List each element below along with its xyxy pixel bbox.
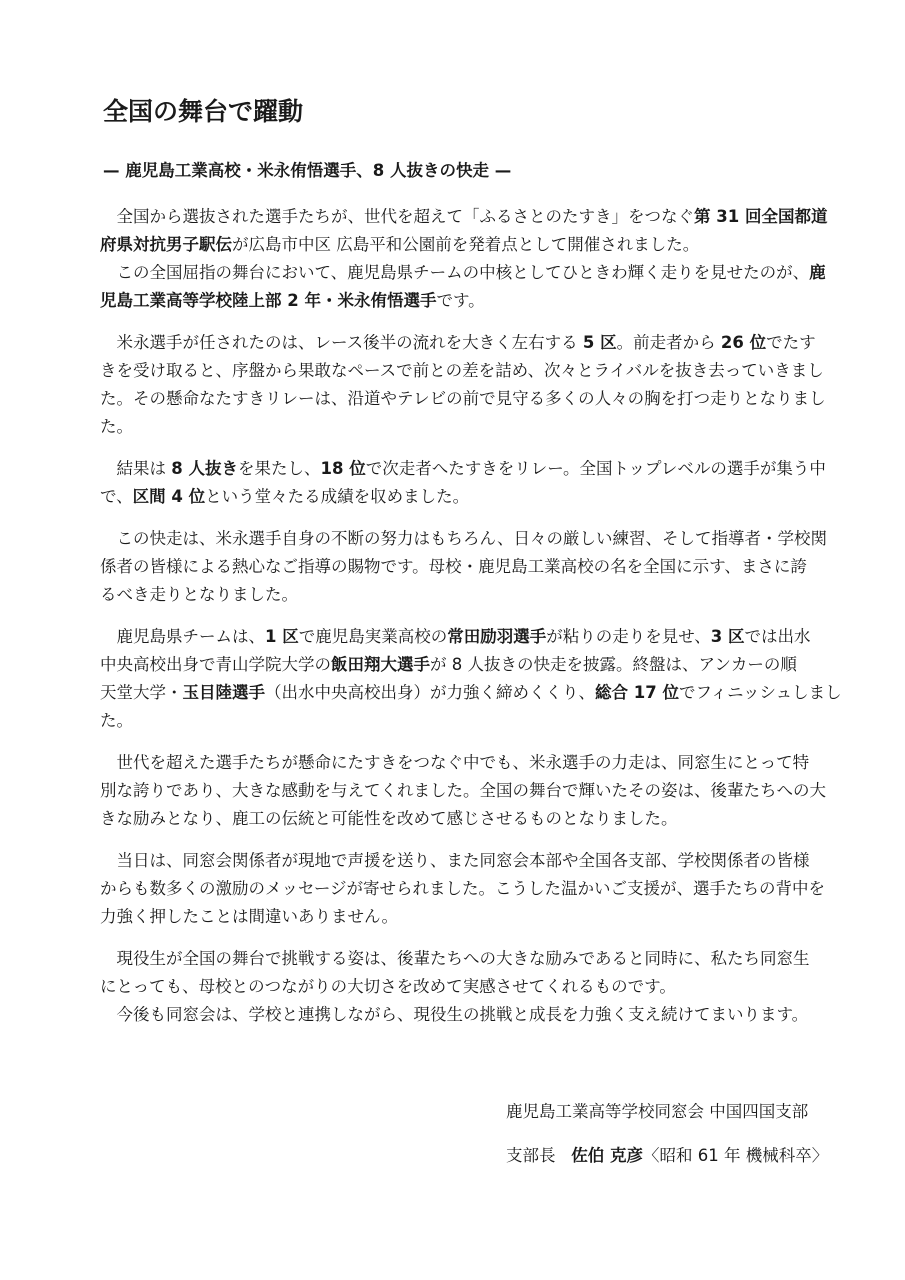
text-run: を果たし、 <box>237 459 321 478</box>
signature-role: 支部長 <box>506 1146 556 1165</box>
bold-text: 5 区 <box>582 333 617 352</box>
text-run: この全国屈指の舞台において、鹿児島県チームの中核としてひときわ輝く走りを見せたのが、 <box>100 263 810 282</box>
bold-text: 3 区 <box>710 627 745 646</box>
bold-text: 玉目陸選手 <box>182 683 265 702</box>
text-line <box>100 805 845 833</box>
text-line <box>100 581 845 609</box>
bold-text: 18 位 <box>320 459 366 478</box>
paragraph <box>100 329 845 441</box>
signature-organization: 鹿児島工業高等学校同窓会 中国四国支部 <box>506 1102 809 1121</box>
text-line <box>100 945 845 973</box>
paragraph <box>100 945 845 1029</box>
text-run: この快走は、米永選手自身の不断の努力はもちろん、日々の厳しい練習、そして指導者・学校関 <box>100 529 827 548</box>
paragraph-gap <box>100 315 845 329</box>
text-line <box>100 483 845 511</box>
article-body <box>100 203 845 1029</box>
paragraph <box>100 749 845 833</box>
text-line <box>100 413 845 441</box>
text-run: 天堂大学・ <box>100 683 183 702</box>
text-run: た。 <box>100 417 133 436</box>
text-line <box>100 553 845 581</box>
text-run: 世代を超えた選手たちが懸命にたすきをつなぐ中でも、米永選手の力走は、同窓生にとって特 <box>100 753 810 772</box>
text-run: が 8 人抜きの快走を披露。終盤は、アンカーの順 <box>430 655 797 674</box>
text-run: （出水中央高校出身）が力強く締めくくり、 <box>265 683 595 702</box>
text-run: 別な誇りであり、大きな感動を与えてくれました。全国の舞台で輝いたその姿は、後輩たちへの大 <box>100 781 826 800</box>
paragraph <box>100 203 845 315</box>
text-run: が広島市中区 広島平和公園前を発着点として開催されました。 <box>232 235 700 254</box>
text-line <box>100 749 845 777</box>
text-line <box>100 707 845 735</box>
text-line <box>100 259 845 287</box>
text-line <box>100 777 845 805</box>
bold-text: 常田励羽選手 <box>447 627 547 646</box>
text-line <box>100 679 845 707</box>
text-run: 今後も同窓会は、学校と連携しながら、現役生の挑戦と成長を力強く支え続けてまいります。 <box>100 1005 809 1024</box>
text-run: 結果は <box>100 459 172 478</box>
text-line <box>100 847 845 875</box>
paragraph-gap <box>100 833 845 847</box>
bold-text: 児島工業高等学校陸上部 2 年・米永侑悟選手 <box>100 291 437 310</box>
signature-author <box>506 1142 828 1166</box>
paragraph <box>100 623 845 735</box>
text-run: で鹿児島実業高校の <box>298 627 448 646</box>
text-run: では出水 <box>744 627 811 646</box>
text-run: でフィニッシュしまし <box>678 683 842 702</box>
text-run: で次走者へたすきをリレー。全国トップレベルの選手が集う中 <box>365 459 826 478</box>
text-run: きな励みとなり、鹿工の伝統と可能性を改めて感じさせるものとなりました。 <box>100 809 678 828</box>
bold-text: 8 人抜き <box>171 459 238 478</box>
text-run: 力強く押したことは間違いありません。 <box>100 907 398 926</box>
bold-text: 総合 17 位 <box>595 683 679 702</box>
text-line <box>100 875 845 903</box>
text-run: でたす <box>766 333 816 352</box>
text-run: 中央高校出身で青山学院大学の <box>100 655 331 674</box>
text-line <box>100 651 845 679</box>
text-line <box>100 203 845 231</box>
bold-text: 第 31 回全国都道 <box>694 207 828 226</box>
paragraph-gap <box>100 931 845 945</box>
text-run: 。前走者から <box>616 333 721 352</box>
bold-text: 鹿 <box>809 263 826 282</box>
bold-text: 区間 4 位 <box>132 487 206 506</box>
text-run: た。その懸命なたすきリレーは、沿道やテレビの前で見守る多くの人々の胸を打つ走りとなりまし <box>100 389 826 408</box>
paragraph-gap <box>100 511 845 525</box>
text-run: 当日は、同窓会関係者が現地で声援を送り、また同窓会本部や全国各支部、学校関係者の皆様 <box>100 851 810 870</box>
text-line <box>100 287 845 315</box>
bold-text: 26 位 <box>720 333 767 352</box>
text-run: にとっても、母校とのつながりの大切さを改めて実感させてくれるものです。 <box>100 977 676 996</box>
text-run: 鹿児島県チームは、 <box>100 627 265 646</box>
bold-text: 1 区 <box>265 627 299 646</box>
page-title: 全国の舞台で躍動 <box>103 97 304 126</box>
text-line <box>100 903 845 931</box>
text-run: という堂々たる成績を収めました。 <box>205 487 470 506</box>
text-run: です。 <box>436 291 485 310</box>
text-run: 係者の皆様による熱心なご指導の賜物です。母校・鹿児島工業高校の名を全国に示す、まさに誇 <box>100 557 807 576</box>
text-run: が粘りの走りを見せ、 <box>546 627 711 646</box>
paragraph-gap <box>100 735 845 749</box>
text-run: るべき走りとなりました。 <box>100 585 298 604</box>
signature-note: 〈昭和 61 年 機械科卒〉 <box>643 1146 829 1165</box>
text-line <box>100 385 845 413</box>
page-subtitle: — 鹿児島工業高校・米永侑悟選手、8 人抜きの快走 — <box>103 161 512 180</box>
text-run: からも数多くの激励のメッセージが寄せられました。こうした温かいご支援が、選手たちの背中を <box>100 879 826 898</box>
text-line <box>100 357 845 385</box>
signature-name: 佐伯 克彦 <box>571 1146 643 1165</box>
paragraph-gap <box>100 441 845 455</box>
text-line <box>100 973 845 1001</box>
text-run: 米永選手が任されたのは、レース後半の流れを大きく左右する <box>100 333 583 352</box>
bold-text: 飯田翔大選手 <box>331 655 430 674</box>
text-run: 現役生が全国の舞台で挑戦する姿は、後輩たちへの大きな励みであると同時に、私たち同窓生 <box>100 949 810 968</box>
paragraph <box>100 525 845 609</box>
text-line <box>100 231 845 259</box>
paragraph <box>100 847 845 931</box>
text-run: で、 <box>100 487 133 506</box>
text-line <box>100 455 845 483</box>
text-run: た。 <box>100 711 133 730</box>
text-line <box>100 329 845 357</box>
text-line <box>100 525 845 553</box>
paragraph-gap <box>100 609 845 623</box>
bold-text: 府県対抗男子駅伝 <box>100 235 232 254</box>
text-run: 全国から選抜された選手たちが、世代を超えて「ふるさとのたすき」をつなぐ <box>100 207 694 226</box>
text-run: きを受け取ると、序盤から果敢なペースで前との差を詰め、次々とライバルを抜き去っていきまし <box>100 361 824 380</box>
text-line <box>100 623 845 651</box>
text-line <box>100 1001 845 1029</box>
paragraph <box>100 455 845 511</box>
